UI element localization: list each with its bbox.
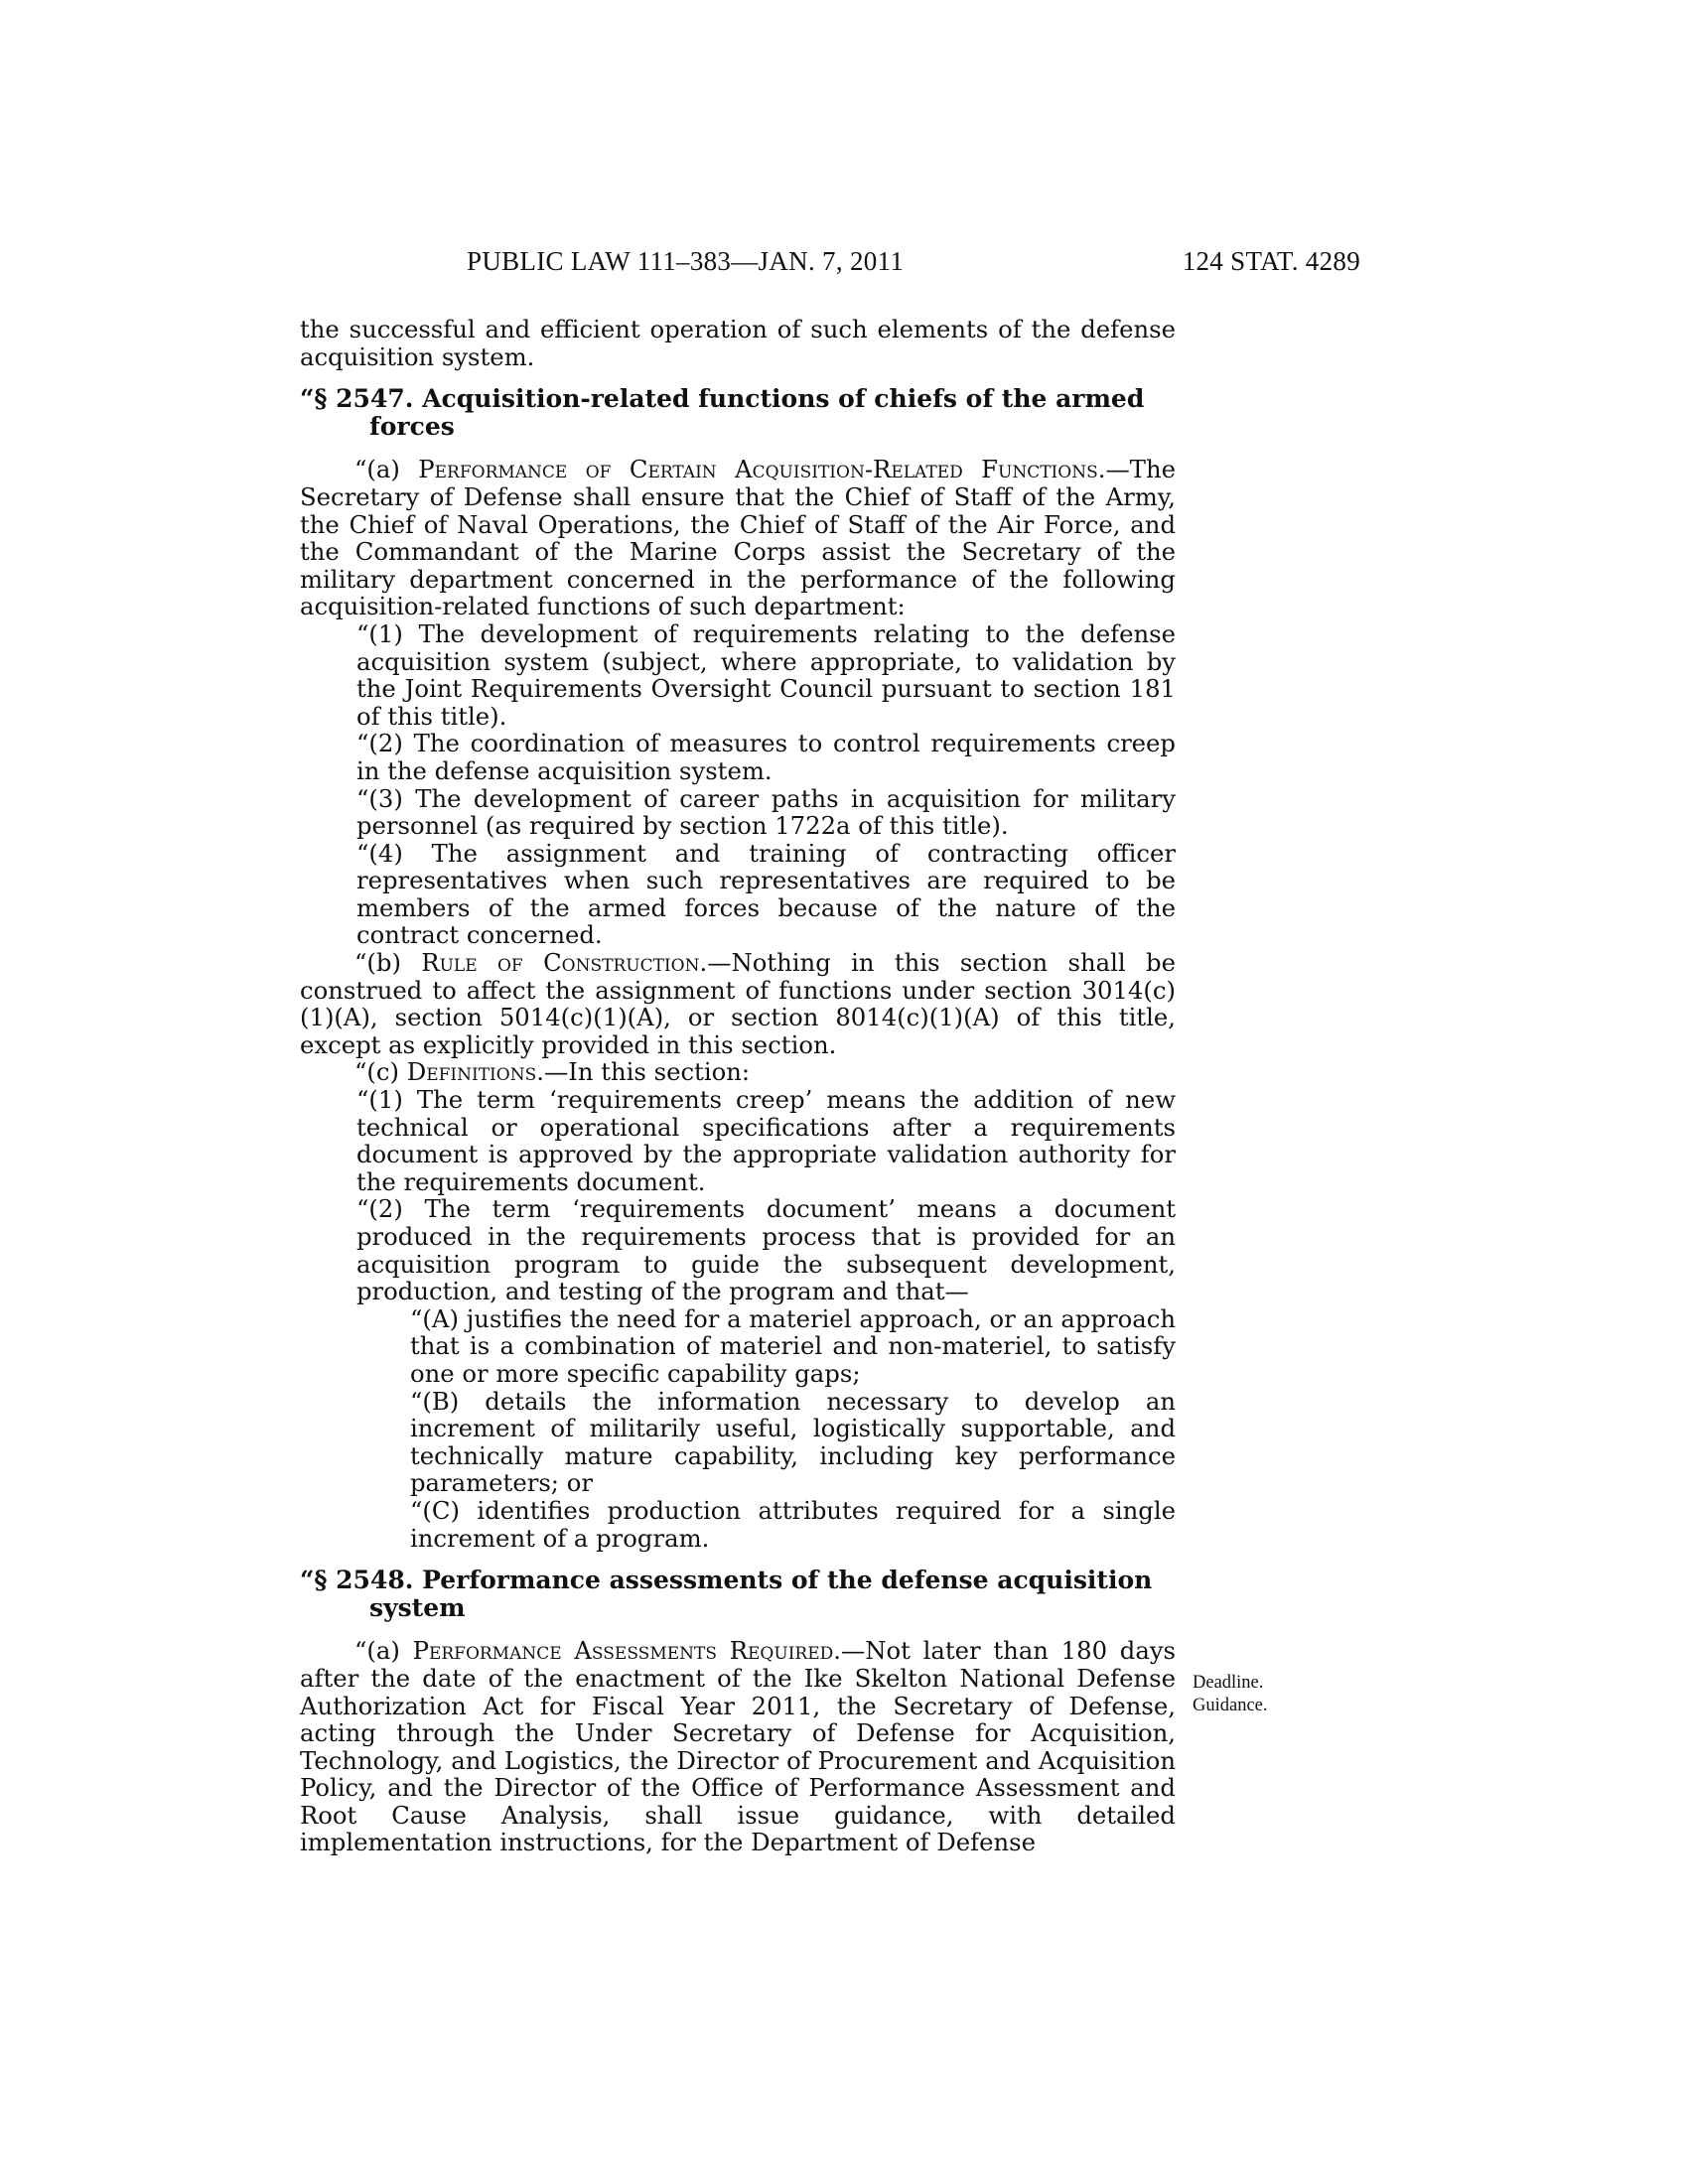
margin-note-deadline: Deadline.: [1193, 1673, 1264, 1693]
subsection-heading: Rule of Construction: [421, 948, 700, 978]
subsection-2547-a: “(a) Performance of Certain Acquisition-Related Functions.—The Secretary of Defense shall ensure that the Chief of Staff of the Army, the Chief of Naval Operations, the Chief of Staff of the Air Force, and the Commandant of the Marine Corps assist the Secretary of the military department concerned in the performance of the following acquisition-related functions of such department:: [300, 455, 1176, 621]
subparagraph-2547-c-2-B: “(B) details the information necessary to develop an increment of militarily useful, logistically supportable, and technically mature capability, including key performance parameters; or: [410, 1386, 1176, 1498]
paragraph-2547-c-1: “(1) The term ‘requirements creep’ means the addition of new technical or operational specifications after a requirements document is approved by the appropriate validation authority for the requirements document.: [356, 1085, 1176, 1196]
statute-page-number: 124 STAT. 4289: [1182, 246, 1360, 276]
subsection-heading: Performance Assessments Required: [412, 1636, 834, 1666]
paragraph-2547-a-4: “(4) The assignment and training of contracting officer representatives when such representatives are required to be members of the armed forces because of the nature of the contract concerned.: [356, 838, 1176, 950]
paragraph-2547-a-2: “(2) The coordination of measures to control requirements creep in the defense acquisition system.: [356, 729, 1176, 785]
subsection-2547-b: “(b) Rule of Construction.—Nothing in this section shall be construed to affect the assignment of functions under section 3014(c)(1)(A), section 5014(c)(1)(A), or section 8014(c)(1)(A) of this title, except as explicitly provided in this section.: [300, 948, 1176, 1059]
section-2547-heading: “§ 2547. Acquisition-related functions of chiefs of the armed forces: [300, 384, 1145, 441]
subsection-2548-a: “(a) Performance Assessments Required.—Not later than 180 days after the date of the enactment of the Ike Skelton National Defense Authorization Act for Fiscal Year 2011, the Secretary of Defense, acting through the Under Secretary of Defense for Acquisition, Technology, and Logistics, the Director of Procurement and Acquisition Policy, and the Director of the Office of Performance Assessment and Root Cause Analysis, shall issue guidance, with detailed implementation instructions, for the Department of Defense: [300, 1636, 1177, 1857]
text-column: [300, 316, 1176, 1856]
section-2548-heading: “§ 2548. Performance assessments of the defense acquisition system: [300, 1566, 1153, 1622]
subsection-heading: Definitions: [406, 1057, 537, 1087]
public-law-citation: PUBLIC LAW 111–383—JAN. 7, 2011: [467, 246, 905, 276]
subparagraph-2547-c-2-C: “(C) identifies production attributes required for a single increment of a program.: [410, 1495, 1176, 1553]
subsection-heading: Performance of Certain Acquisition-Related Functions: [418, 455, 1098, 484]
paragraph-2547-a-1: “(1) The development of requirements relating to the defense acquisition system (subject, where appropriate, to validation by the Joint Requirements Oversight Council pursuant to section 181 of this title).: [356, 618, 1176, 731]
subsection-2547-c: “(c) Definitions.—In this section:: [354, 1057, 751, 1087]
margin-notes: [1193, 1672, 1351, 1717]
continued-paragraph: the successful and efficient operation of such elements of the defense acquisition system.: [300, 315, 1176, 371]
paragraph-2547-a-3: “(3) The development of career paths in acquisition for military personnel (as required by section 1722a of this title).: [356, 783, 1176, 841]
margin-note-guidance: Guidance.: [1193, 1696, 1268, 1715]
page-header: [0, 246, 1688, 286]
subparagraph-2547-c-2-A: “(A) justifies the need for a materiel approach, or an approach that is a combination of materiel and non-materiel, to satisfy one or more specific capability gaps;: [410, 1303, 1176, 1388]
paragraph-2547-c-2: “(2) The term ‘requirements document’ means a document produced in the requirements process that is provided for an acquisition program to guide the subsequent development, production, and testing of the program and that—: [356, 1194, 1176, 1306]
